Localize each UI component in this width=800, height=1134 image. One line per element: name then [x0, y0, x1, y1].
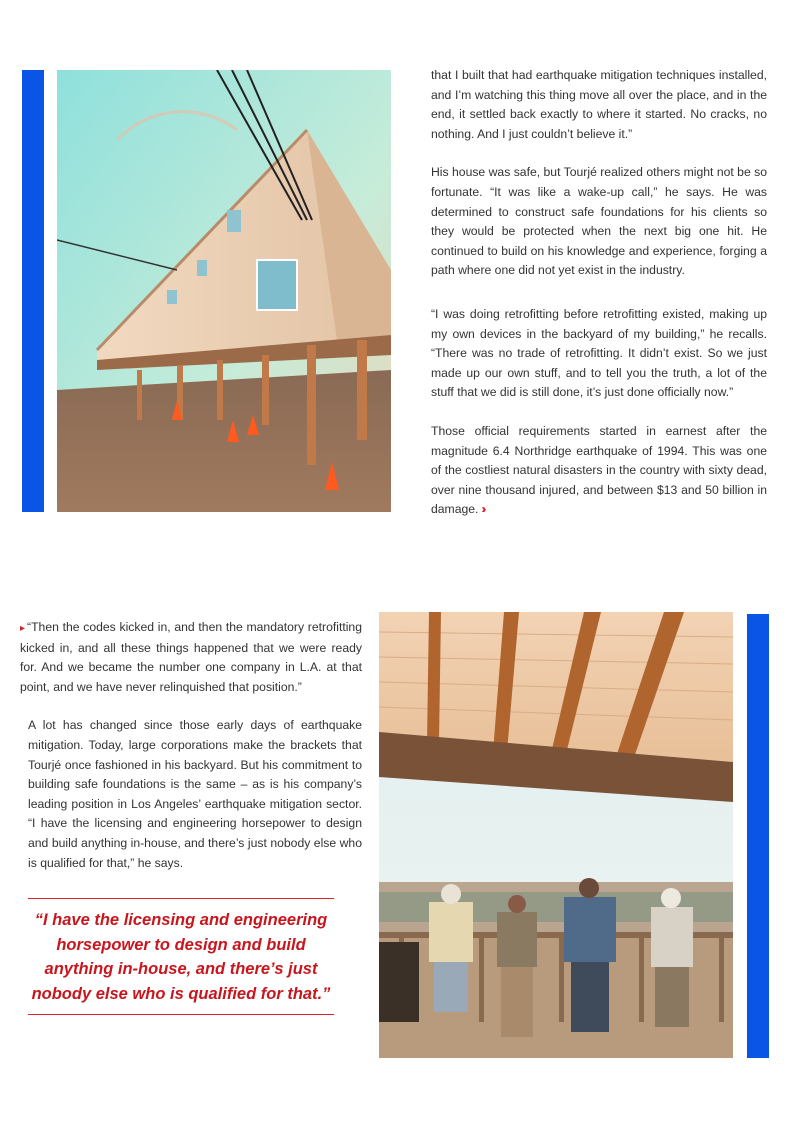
paragraph: that I built that had earthquake mitigation techniques installed, and I’m watching this thing move all over the place, and in the end, it settled back exactly to where it started. No cracks, no nothing. And I just couldn’t believe it.”	[431, 68, 767, 141]
paragraph: A lot has changed since those early days of earthquake mitigation. Today, large corporations make the brackets that Tourjé once fashioned in his backyard. But his commitment to building safe foundations is the same – as is his company’s leading position in Los Angeles’ earthquake mitigation sector. “I have the licensing and engineering horsepower to design and build anything in-house, and there’s just nobody else who is qualified for that,” he says.	[28, 718, 362, 870]
blue-accent-bar-bottom	[747, 614, 769, 1058]
paragraph-with-continue	[431, 422, 767, 520]
paragraph-text: “Then the codes kicked in, and then the mandatory retrofitting kicked in, and all these things happened that we were ready for. And we became the number one company in L.A. at that point, and we have never relinquished that position.”	[20, 620, 362, 694]
workers-on-deck-photo	[379, 612, 733, 1058]
pull-quote-text: “I have the licensing and engineering horsepower to design and build anything in-house, and there’s just nobody else who is qualified for that.”	[31, 911, 331, 1003]
paragraph-text: Those official requirements started in earnest after the magnitude 6.4 Northridge earthquake of 1994. This was one of the costliest natural disasters in the country with sixty dead, over nine thousand injured, and between $13 and 50 billion in damage.	[431, 423, 767, 517]
triangle-right-icon: ▸	[20, 623, 26, 634]
building-foundation-photo	[57, 70, 391, 512]
double-chevron-right-icon: ››	[481, 502, 484, 517]
paragraph: “I was doing retrofitting before retrofitting existed, making up my own devices in the backyard of my building,” he recalls. “There was no trade of retrofitting. It didn’t exist. So we just made up our own stuff, and to tell you the truth, a lot of the stuff that we did is still done, it’s just done officially now.”	[431, 306, 767, 400]
blue-accent-bar-top	[22, 70, 44, 512]
pull-quote	[28, 898, 334, 1015]
paragraph-with-resume	[20, 618, 362, 697]
paragraph: His house was safe, but Tourjé realized others might not be so fortunate. “It was like a wake-up call,” he says. He was determined to construct safe foundations for his clients so they would be protected when the next big one hit. He continued to build on his knowledge and experience, forging a path where one did not yet exist in the industry.	[431, 165, 767, 278]
article-column-bottom-left	[20, 618, 362, 873]
article-column-top-right	[431, 66, 767, 520]
